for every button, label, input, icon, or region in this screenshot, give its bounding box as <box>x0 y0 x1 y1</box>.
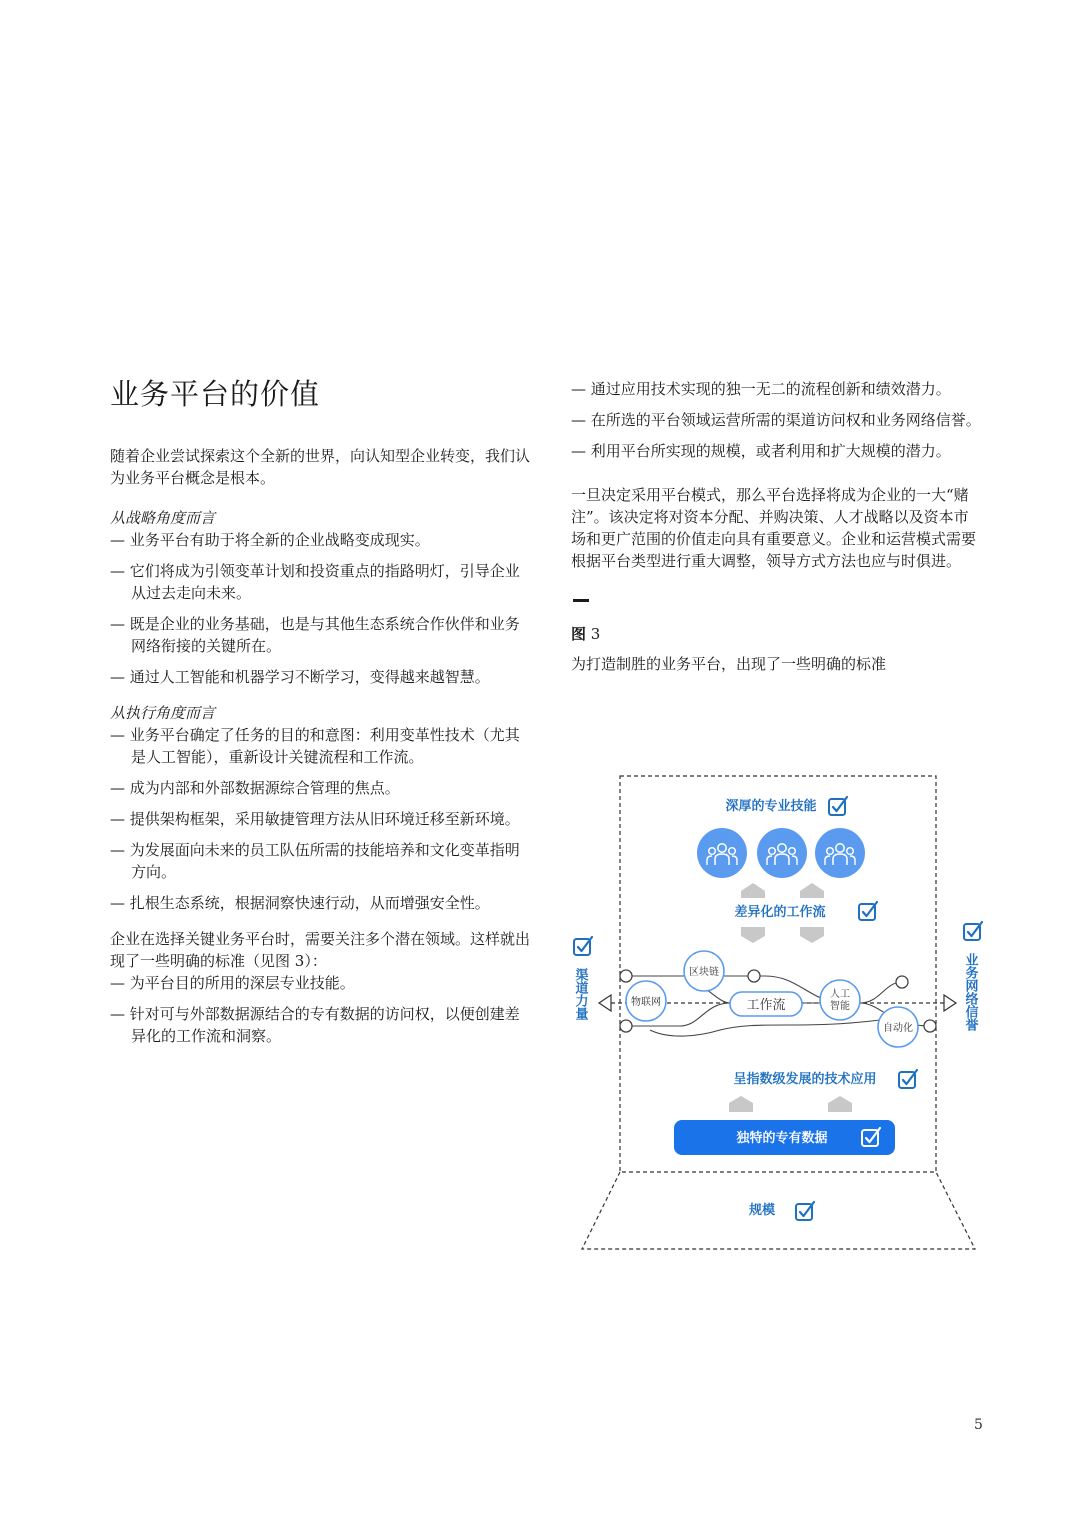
checkbox-edit-icon <box>859 902 877 920</box>
automation-label: 自动化 <box>883 1023 913 1034</box>
network-node <box>620 970 632 982</box>
list-item: — 为平台目的所用的深层专业技能。 <box>110 972 530 994</box>
checkbox-edit-icon <box>829 797 847 815</box>
arrow-left-icon <box>599 995 611 1011</box>
expert-group <box>697 828 865 878</box>
figure-number: 3 <box>590 625 601 643</box>
network-node <box>748 970 760 982</box>
checkbox-edit-icon <box>796 1202 814 1220</box>
people-group-icon <box>697 828 747 878</box>
network-label-1: 业务网络 <box>962 953 978 1005</box>
channel-label-1: 渠道 <box>572 968 588 994</box>
list-item: — 通过人工智能和机器学习不断学习，变得越来越智慧。 <box>110 666 530 688</box>
workflow-diff-label: 差异化的工作流 <box>734 905 826 920</box>
scale-frame <box>582 1172 975 1249</box>
ai-label-1: 人工 <box>830 989 850 1000</box>
figure-label-word: 图 <box>571 625 587 643</box>
checkbox-edit-icon <box>574 937 592 955</box>
ai-label-2: 智能 <box>830 1001 850 1012</box>
connector-up <box>741 883 765 898</box>
connector-up <box>729 1096 753 1112</box>
criteria-intro: 企业在选择关键业务平台时，需要关注多个潜在领域。这样就出现了一些明确的标准（见图 3）： <box>110 930 531 970</box>
list-item: — 为发展面向未来的员工队伍所需的技能培养和文化变革指明方向。 <box>110 839 530 883</box>
list-item: — 扎根生态系统，根据洞察快速行动，从而增强安全性。 <box>110 892 530 914</box>
section-title: 业务平台的价值 <box>110 377 321 411</box>
people-group-icon <box>757 828 807 878</box>
scale-label: 规模 <box>748 1203 776 1218</box>
connector-down <box>741 927 765 943</box>
execution-heading: 从执行角度而言 <box>110 704 216 722</box>
arrow-right-icon <box>944 995 956 1011</box>
conclusion-paragraph: 一旦决定采用平台模式，那么平台选择将成为企业的一大“赌注”。该决定将对资本分配、并购决策、人才战略以及资本市场和更广范围的价值走向具有重要意义。企业和运营模式需要根据平台类型进行重大调整，领导方式方法也应与时俱进。 <box>571 486 977 570</box>
network-node <box>924 1020 936 1032</box>
list-item: — 在所选的平台领域运营所需的渠道访问权和业务网络信誉。 <box>571 409 983 431</box>
connector-down <box>800 927 824 943</box>
network-label-2: 信誉 <box>962 1005 978 1031</box>
connector-up <box>828 1096 852 1112</box>
list-item: — 通过应用技术实现的独一无二的流程创新和绩效潜力。 <box>571 378 983 400</box>
list-item: — 它们将成为引领变革计划和投资重点的指路明灯，引导企业从过去走向未来。 <box>110 560 530 604</box>
network-node <box>620 1020 632 1032</box>
list-item: — 利用平台所实现的规模，或者利用和扩大规模的潜力。 <box>571 440 983 462</box>
list-item: — 针对可与外部数据源结合的专有数据的访问权，以便创建差异化的工作流和洞察。 <box>110 1003 530 1047</box>
figure-caption: 为打造制胜的业务平台，出现了一些明确的标准 <box>571 655 887 673</box>
channel-label-2: 力量 <box>572 994 588 1020</box>
people-group-icon <box>815 828 865 878</box>
checkbox-edit-icon <box>899 1070 917 1088</box>
page-number: 5 <box>974 1417 983 1433</box>
blockchain-label: 区块链 <box>689 967 719 978</box>
list-item: — 既是企业的业务基础，也是与其他生态系统合作伙伴和业务网络衔接的关键所在。 <box>110 613 530 657</box>
expertise-label: 深厚的专业技能 <box>725 799 817 814</box>
data-label: 独特的专有数据 <box>736 1131 828 1146</box>
iot-label: 物联网 <box>631 997 661 1008</box>
intro-paragraph: 随着企业尝试探索这个全新的世界，向认知型企业转变，我们认为业务平台概念是根本。 <box>110 447 531 487</box>
strategy-heading: 从战略角度而言 <box>110 509 216 527</box>
network-node <box>896 976 908 988</box>
list-item: — 业务平台确定了任务的目的和意图：利用变革性技术（尤其是人工智能），重新设计关键流程和工作流。 <box>110 724 530 768</box>
list-item: — 成为内部和外部数据源综合管理的焦点。 <box>110 777 530 799</box>
checkbox-edit-icon <box>964 922 982 940</box>
workflow-label: 工作流 <box>746 998 786 1013</box>
list-item: — 业务平台有助于将全新的企业战略变成现实。 <box>110 529 530 551</box>
tech-label: 呈指数级发展的技术应用 <box>733 1072 877 1087</box>
list-item: — 提供架构框架，采用敏捷管理方法从旧环境迁移至新环境。 <box>110 808 530 830</box>
ai-bubble <box>820 980 860 1020</box>
connector-up <box>800 883 824 898</box>
